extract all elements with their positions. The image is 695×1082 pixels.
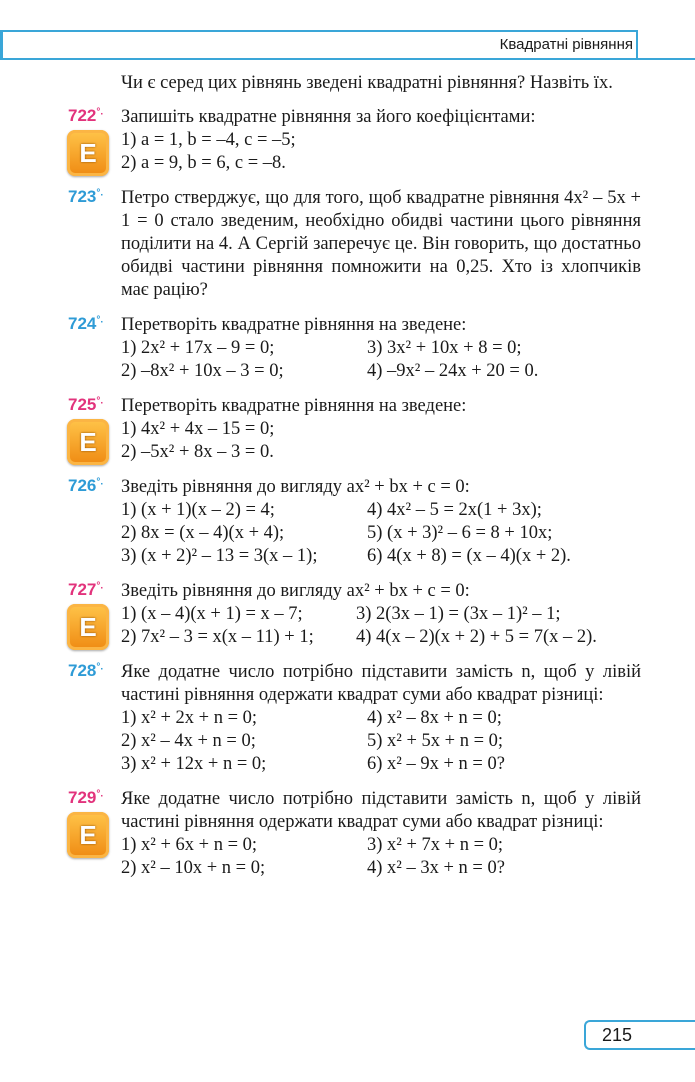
list-row: 1) x² + 6x + n = 0; 3) x² + 7x + n = 0; <box>121 835 504 855</box>
exercise-prompt: Яке додатне число потрібно підставити замість n, щоб у лівій частині рівняння одержати квадрат суми або квадрат різниці: <box>121 789 641 832</box>
exercise-722 <box>0 106 695 175</box>
exercise-text <box>121 106 641 175</box>
page-header <box>0 30 695 60</box>
exercise-number: 728°. <box>68 661 104 680</box>
list-row: 1) (x – 4)(x + 1) = x – 7; 3) 2(3x – 1) = (3x – 1)² – 1; <box>121 604 561 624</box>
exercise-prompt: Зведіть рівняння до вигляду ax² + bx + c = 0: <box>121 581 470 601</box>
exercise-text <box>121 788 641 880</box>
page-content <box>0 72 695 880</box>
intro-question: Чи є серед цих рівнянь зведені квадратні рівняння? Назвіть їх. <box>121 73 613 93</box>
list-row: 2) 7x² – 3 = x(x – 11) + 1; 4) 4(x – 2)(x + 2) + 5 = 7(x – 2). <box>121 627 597 647</box>
exercise-724 <box>0 314 695 383</box>
exercise-prompt: Перетворіть квадратне рівняння на зведене: <box>121 315 467 335</box>
exercise-prompt: Зведіть рівняння до вигляду ax² + bx + c = 0: <box>121 477 470 497</box>
list-row: 2) x² – 10x + n = 0; 4) x² – 3x + n = 0? <box>121 858 505 878</box>
exercise-726 <box>0 476 695 568</box>
exercise-number: 724°. <box>68 314 104 333</box>
exercise-text <box>121 661 641 776</box>
list-item: 1) a = 1, b = –4, c = –5; <box>121 130 296 150</box>
list-item: 2) a = 9, b = 6, c = –8. <box>121 153 286 173</box>
exercise-number: 729°. <box>68 788 104 807</box>
list-item: 1) 4x² + 4x – 15 = 0; <box>121 419 275 439</box>
exercise-text <box>121 580 641 649</box>
exercise-727 <box>0 580 695 649</box>
exercise-text <box>121 476 641 568</box>
e-badge-icon: E <box>67 419 109 465</box>
exercise-729 <box>0 788 695 880</box>
exercise-prompt: Перетворіть квадратне рівняння на зведене: <box>121 396 467 416</box>
list-row: 1) (x + 1)(x – 2) = 4; 4) 4x² – 5 = 2x(1 + 3x); <box>121 500 542 520</box>
exercise-number: 726°. <box>68 476 104 495</box>
exercise-text <box>121 314 641 383</box>
header-top-line <box>0 30 638 32</box>
page-number-box <box>584 1020 695 1050</box>
list-row: 1) x² + 2x + n = 0; 4) x² – 8x + n = 0; <box>121 708 502 728</box>
list-row: 2) 8x = (x – 4)(x + 4); 5) (x + 3)² – 6 = 8 + 10x; <box>121 523 553 543</box>
list-row: 3) x² + 12x + n = 0; 6) x² – 9x + n = 0? <box>121 754 505 774</box>
exercise-728 <box>0 661 695 776</box>
e-badge-icon: E <box>67 604 109 650</box>
list-row: 1) 2x² + 17x – 9 = 0; 3) 3x² + 10x + 8 = 0; <box>121 338 522 358</box>
exercise-prompt: Запишіть квадратне рівняння за його коефіцієнтами: <box>121 107 536 127</box>
page-number: 215 <box>602 1025 633 1045</box>
exercise-number: 723°. <box>68 187 104 206</box>
list-row: 2) –8x² + 10x – 3 = 0; 4) –9x² – 24x + 20 = 0. <box>121 361 539 381</box>
header-left-bar <box>0 30 3 60</box>
exercise-723 <box>0 187 695 302</box>
exercise-prompt: Яке додатне число потрібно підставити замість n, щоб у лівій частині рівняння одержати квадрат суми або квадрат різниці: <box>121 662 641 705</box>
list-row: 2) x² – 4x + n = 0; 5) x² + 5x + n = 0; <box>121 731 504 751</box>
exercise-number: 722°. <box>68 106 104 125</box>
list-item: 2) –5x² + 8x – 3 = 0. <box>121 442 274 462</box>
header-tab-edge <box>636 30 638 60</box>
list-row: 3) (x + 2)² – 13 = 3(x – 1); 6) 4(x + 8) = (x – 4)(x + 2). <box>121 546 571 566</box>
exercise-text <box>121 395 641 464</box>
exercise-number: 725°. <box>68 395 104 414</box>
header-bottom-line <box>0 58 695 60</box>
exercise-text: Петро стверджує, що для того, щоб квадратне рівняння 4x² – 5x + 1 = 0 стало зведеним, необхідно обидві частини цього рівняння поділити на 4. А Сергій заперечує це. Він говорить, що достатньо обидві частини рівняння помножити на 0,25. Хто із хлопчиків має рацію? <box>121 188 641 300</box>
chapter-title: Квадратні рівняння <box>499 36 633 53</box>
e-badge-icon: E <box>67 130 109 176</box>
exercise-725 <box>0 395 695 464</box>
exercise-number: 727°. <box>68 580 104 599</box>
e-badge-icon: E <box>67 812 109 858</box>
